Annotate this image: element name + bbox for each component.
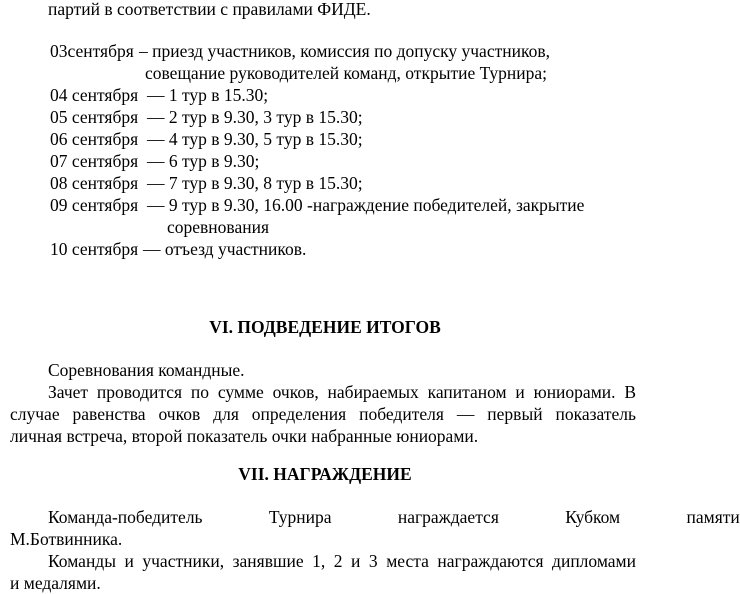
- schedule-text: — 2 тур в 9.30, 3 тур в 15.30;: [147, 107, 363, 127]
- schedule-text: — отъезд участников.: [143, 239, 307, 259]
- section-7-paragraph-line: и медалями.: [10, 573, 101, 593]
- schedule-text: — 7 тур в 9.30, 8 тур в 15.30;: [147, 173, 363, 193]
- schedule-text: — 1 тур в 15.30;: [147, 85, 269, 105]
- section-7-paragraph-line: Команда-победитель Турнира награждается Кубком памяти: [48, 507, 740, 527]
- section-7-title: VII. НАГРАЖДЕНИЕ: [238, 464, 412, 484]
- section-6-paragraph: Соревнования командные.: [48, 360, 245, 380]
- schedule-text: — 6 тур в 9.30;: [147, 151, 260, 171]
- schedule-date: 07 сентября: [50, 151, 139, 171]
- schedule-date: 05 сентября: [50, 107, 139, 127]
- section-6-title: VI. ПОДВЕДЕНИЕ ИТОГОВ: [209, 317, 441, 337]
- section-6-paragraph-line: личная встреча, второй показатель очки набранные юниорами.: [10, 426, 479, 446]
- schedule-text: соревнования: [167, 217, 269, 237]
- section-6-paragraph-line: Зачет проводится по сумме очков, набираемых капитаном и юниорами. В: [48, 382, 636, 402]
- schedule-date: 08 сентября: [50, 173, 139, 193]
- intro-line: партий в соответствии с правилами ФИДЕ.: [48, 0, 371, 19]
- schedule-date: 09 сентября: [50, 195, 139, 215]
- schedule-date: 03сентября: [50, 41, 134, 61]
- schedule-date: 04 сентября: [50, 85, 139, 105]
- schedule-text: — 9 тур в 9.30, 16.00 -награждение победителей, закрытие: [147, 195, 585, 215]
- section-7-paragraph-line: Команды и участники, занявшие 1, 2 и 3 места награждаются дипломами: [48, 551, 636, 571]
- schedule-text: — 4 тур в 9.30, 5 тур в 15.30;: [147, 129, 363, 149]
- schedule-text: – приезд участников, комиссия по допуску участников,: [139, 41, 550, 61]
- schedule-date: 06 сентября: [50, 129, 139, 149]
- section-6-paragraph-line: случае равенства очков для определения победителя — первый показатель: [10, 404, 636, 424]
- section-7-paragraph-line: М.Ботвинника.: [10, 529, 123, 549]
- schedule-date: 10 сентября: [50, 239, 139, 259]
- schedule-text: совещание руководителей команд, открытие Турнира;: [145, 63, 548, 83]
